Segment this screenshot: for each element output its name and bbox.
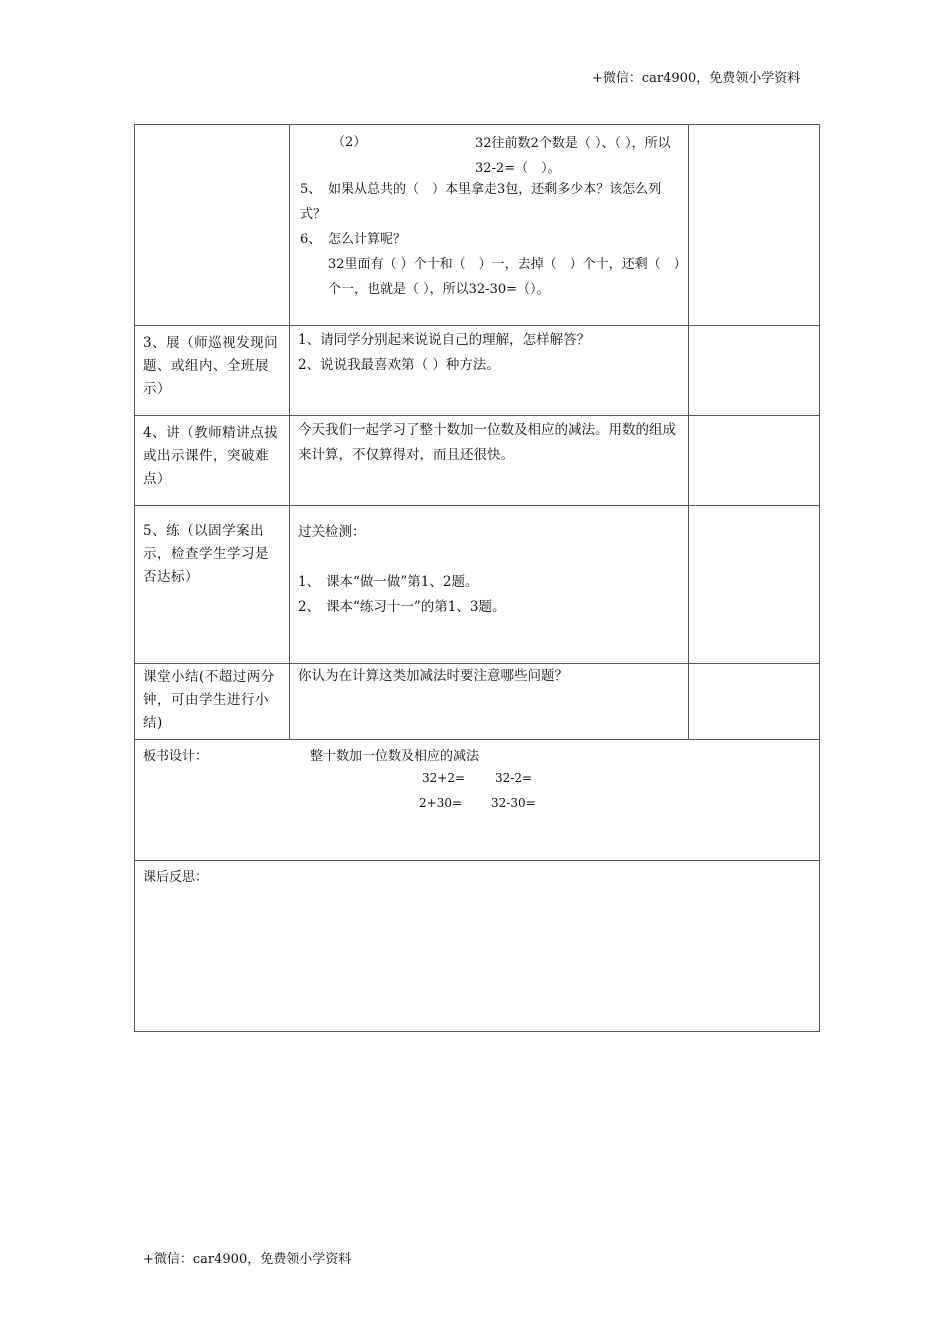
practice-title: 过关检测： (298, 524, 366, 540)
empty-label-cell (135, 125, 290, 326)
lesson-plan-table (134, 124, 820, 1032)
item6-detail: 32里面有（ ）个十和（ ）一，去掉（ ）个十，还剩（ ）个一，也就是（ ），所以32-30=（）。 (328, 257, 681, 297)
item5-text: 如果从总共的（ ）本里拿走3包，还剩多少本？该怎么列式？ (300, 182, 662, 222)
teach-label-cell (135, 416, 290, 506)
show-line-1: 1、请同学分别起来说说自己的理解，怎样解答？ (298, 332, 591, 348)
board-eq-1: 32+2= (422, 771, 466, 785)
inquiry-content-cell (290, 125, 689, 326)
item6-num: 6、 (300, 232, 322, 247)
practice-label-cell (135, 506, 290, 664)
table-row-summary (135, 664, 820, 740)
teach-label: 4、讲（教师精讲点拔或出示课件，突破难点） (143, 425, 279, 487)
notes-cell (689, 416, 820, 506)
reflection-cell (135, 861, 820, 1032)
table-row-reflection (135, 861, 820, 1032)
board-cell (135, 740, 820, 861)
item2-label: （2） (332, 135, 367, 150)
item6-text: 怎么计算呢？ (328, 232, 407, 247)
table-row-show (135, 326, 820, 416)
summary-label-cell (135, 664, 290, 740)
practice-item1: 课本“做一做”第1、2题。 (326, 574, 479, 590)
table-row-inquiry (135, 125, 820, 326)
teach-content-cell (290, 416, 689, 506)
table-row-practice (135, 506, 820, 664)
summary-content-cell (290, 664, 689, 740)
summary-label: 课堂小结(不超过两分钟，可由学生进行小结) (143, 669, 275, 731)
item2-text: 32往前数2个数是（ ）、（ ），所以32-2=（ ）。 (475, 136, 671, 176)
practice-item2-num: 2、 (298, 599, 321, 615)
show-label: 3、展（师巡视发现问题、或组内、全班展示） (143, 335, 279, 397)
footer-note: +微信：car4900，免费领小学资料 (143, 1252, 352, 1267)
board-heading: 整十数加一位数及相应的减法 (310, 749, 480, 764)
reflection-label: 课后反思： (143, 870, 209, 885)
notes-cell (689, 506, 820, 664)
notes-cell (689, 125, 820, 326)
board-eq-4: 32-30= (491, 796, 536, 810)
practice-label: 5、练（以固学案出示，检查学生学习是否达标） (143, 523, 269, 585)
item5-num: 5、 (300, 182, 322, 197)
notes-cell (689, 326, 820, 416)
board-eq-3: 2+30= (419, 796, 463, 810)
table-row-board (135, 740, 820, 861)
show-label-cell (135, 326, 290, 416)
summary-text: 你认为在计算这类加减法时要注意哪些问题？ (298, 668, 568, 684)
show-line-2: 2、说说我最喜欢第（ ）种方法。 (298, 357, 500, 373)
board-label: 板书设计： (143, 749, 209, 764)
practice-content-cell (290, 506, 689, 664)
board-eq-2: 32-2= (495, 771, 533, 785)
practice-item2: 课本“练习十一”的第1、3题。 (326, 599, 506, 615)
header-note: +微信：car4900，免费领小学资料 (592, 71, 801, 86)
table-row-teach (135, 416, 820, 506)
notes-cell (689, 664, 820, 740)
show-content-cell (290, 326, 689, 416)
practice-item1-num: 1、 (298, 574, 321, 590)
teach-text: 今天我们一起学习了整十数加一位数及相应的减法。用数的组成来计算，不仅算得对，而且还很快。 (298, 422, 676, 463)
